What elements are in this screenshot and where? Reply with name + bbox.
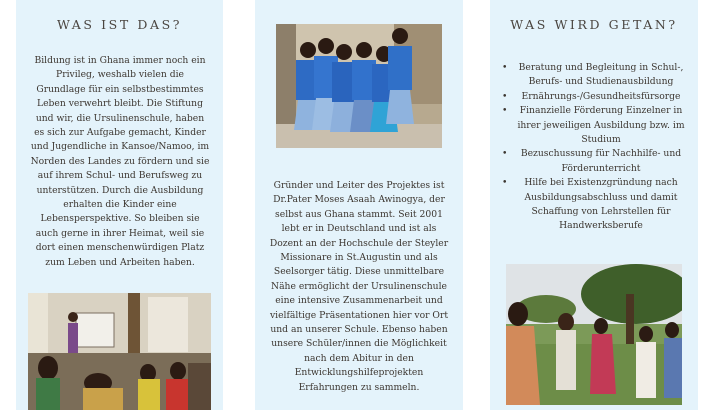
left-body-text: Bildung ist in Ghana immer noch ein Privileg, weshalb vielen die Grundlage für ein selbstbestimmtes Leben verwehrt bleibt. Die Stiftung und wir, die Ursulinenschule, haben es sich zur Aufgabe gemacht, Kinder und Jugendliche in Kansoe/Namoo, im Norden des Landes zu fördern und sie auf ihrem Schul- und Berufsweg zu unterstützen. Durch die Ausbildung erhalten die Kinder eine Lebensperspektive. So bleiben sie auch gerne in ihrer Heimat, weil sie dort einen menschenwürdigen Platz zum Leben und Arbeiten haben. [30, 55, 210, 268]
middle-body-text: Gründer und Leiter des Projektes ist Dr.Pater Moses Asaah Awinogya, der selbst aus Ghana stammt. Seit 2001 lebt er in Deutschland und ist als Dozent an der Hochschule der Steyler Missionare in St.Augustin und als Seelsorger tätig. Diese unmittelbare Nähe ermöglicht der Ursulinenschule eine intensive Zusammenarbeit und vielfältige Präsentationen hier vor Ort und an unserer Schule. Ebenso haben unsere Schüler/innen die Möglichkeit nach dem Abitur in den Entwicklungshilfeprojekten Erfahrungen zu sammeln. [269, 180, 449, 393]
list-item: • Ernährungs-/Gesundheitsfürsorge [502, 90, 692, 104]
list-item: • Finanzielle Förderung Einzelner in ihrer jeweiligen Ausbildung bzw. im Studium [502, 105, 685, 146]
bullet-icon: • [502, 90, 508, 102]
bullet-icon: • [502, 177, 508, 189]
list-item: • Beratung und Begleitung in Schul-, Berufs- und Studienausbildung [502, 62, 684, 88]
left-heading: WAS IST DAS? [56, 17, 183, 32]
bullet-icon: • [502, 62, 508, 73]
outdoor-children-photo [506, 264, 682, 405]
classroom-photo [28, 293, 211, 410]
bullet-icon: • [502, 105, 508, 117]
left-panel [16, 0, 223, 410]
students-group-photo [276, 24, 442, 148]
list-item: • Hilfe bei Existenzgründung nach Ausbildungsabschluss und damit Schaffung von Lehrstellen für Handwerksberufe [502, 177, 678, 232]
bullet-icon: • [502, 148, 508, 160]
middle-panel [255, 0, 463, 410]
right-panel [490, 0, 698, 410]
measures-list [502, 61, 692, 234]
list-item: • Bezuschussung für Nachhilfe- und Förderunterricht [502, 148, 682, 174]
right-heading: WAS WIRD GETAN? [510, 17, 678, 32]
